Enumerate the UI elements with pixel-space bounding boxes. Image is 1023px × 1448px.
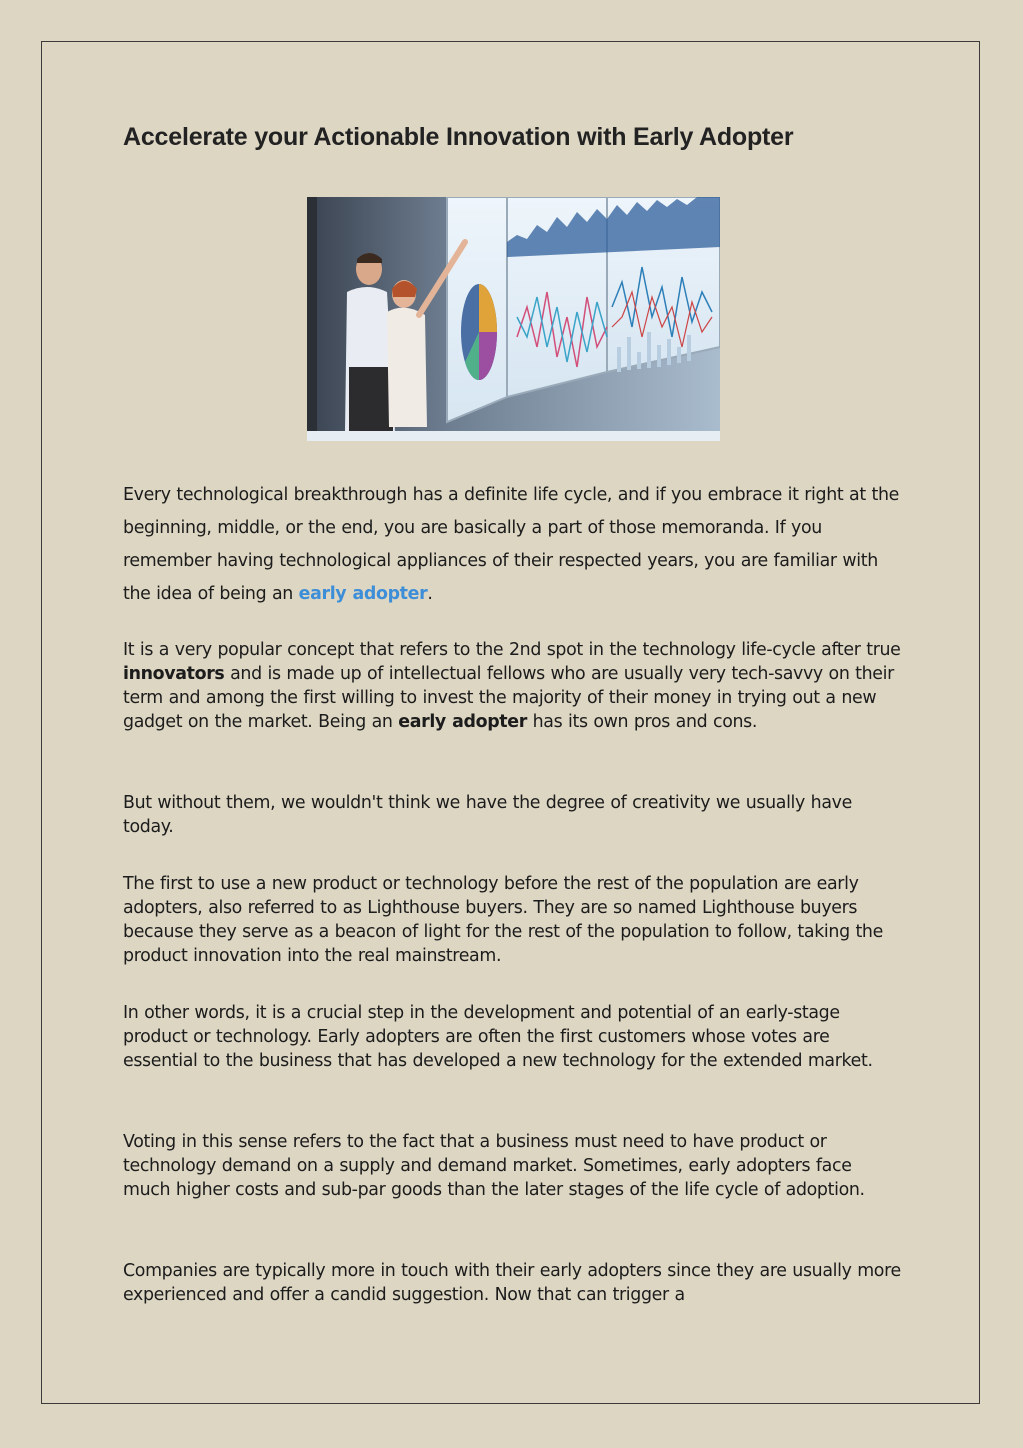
page-title: Accelerate your Actionable Innovation with Early Adopter (123, 123, 794, 151)
paragraph-2-text-b: and is made up of intellectual fellows who are usually very tech-savvy on their term and among the first willing to invest the majority of their money in trying out a new gadget on the market. Being an (123, 664, 894, 732)
paragraph-4: The first to use a new product or technology before the rest of the population are early adopters, also referred to as Lighthouse buyers. They are so named Lighthouse buyers because they serve as a beacon of light for the rest of the population to follow, taking the product innovation into the real mainstream. (123, 874, 883, 966)
paragraph-3: But without them, we wouldn't think we have the degree of creativity we usually have today. (123, 793, 852, 837)
paragraph-5: In other words, it is a crucial step in the development and potential of an early-stage product or technology. Early adopters are often the first customers whose votes are essential to the business that has developed a new technology for the extended market. (123, 1003, 873, 1071)
paragraph-1-end: . (427, 584, 433, 604)
paragraph-6: Voting in this sense refers to the fact that a business must need to have product or technology demand on a supply and demand market. Sometimes, early adopters face much higher costs and sub-par goods than the later stages of the life cycle of adoption. (123, 1132, 865, 1200)
paragraph-2 (123, 638, 903, 734)
early-adopter-bold: early adopter (398, 712, 527, 732)
paragraph-1-text: Every technological breakthrough has a definite life cycle, and if you embrace it right at the beginning, middle, or the end, you are basically a part of those memoranda. If you remember having technological appliances of their respected years, you are familiar with the idea of being an (123, 485, 899, 604)
paragraph-2-text-c: has its own pros and cons. (526, 712, 758, 732)
paragraph-1 (123, 479, 903, 611)
hero-image (307, 197, 720, 441)
early-adopter-link[interactable]: early adopter (298, 584, 428, 604)
paragraph-7: Companies are typically more in touch with their early adopters since they are usually more experienced and offer a candid suggestion. Now that can trigger a (123, 1261, 901, 1305)
paragraph-2-text-a: It is a very popular concept that refers to the 2nd spot in the technology life-cycle after true (123, 640, 901, 660)
innovators-bold: innovators (123, 664, 225, 684)
